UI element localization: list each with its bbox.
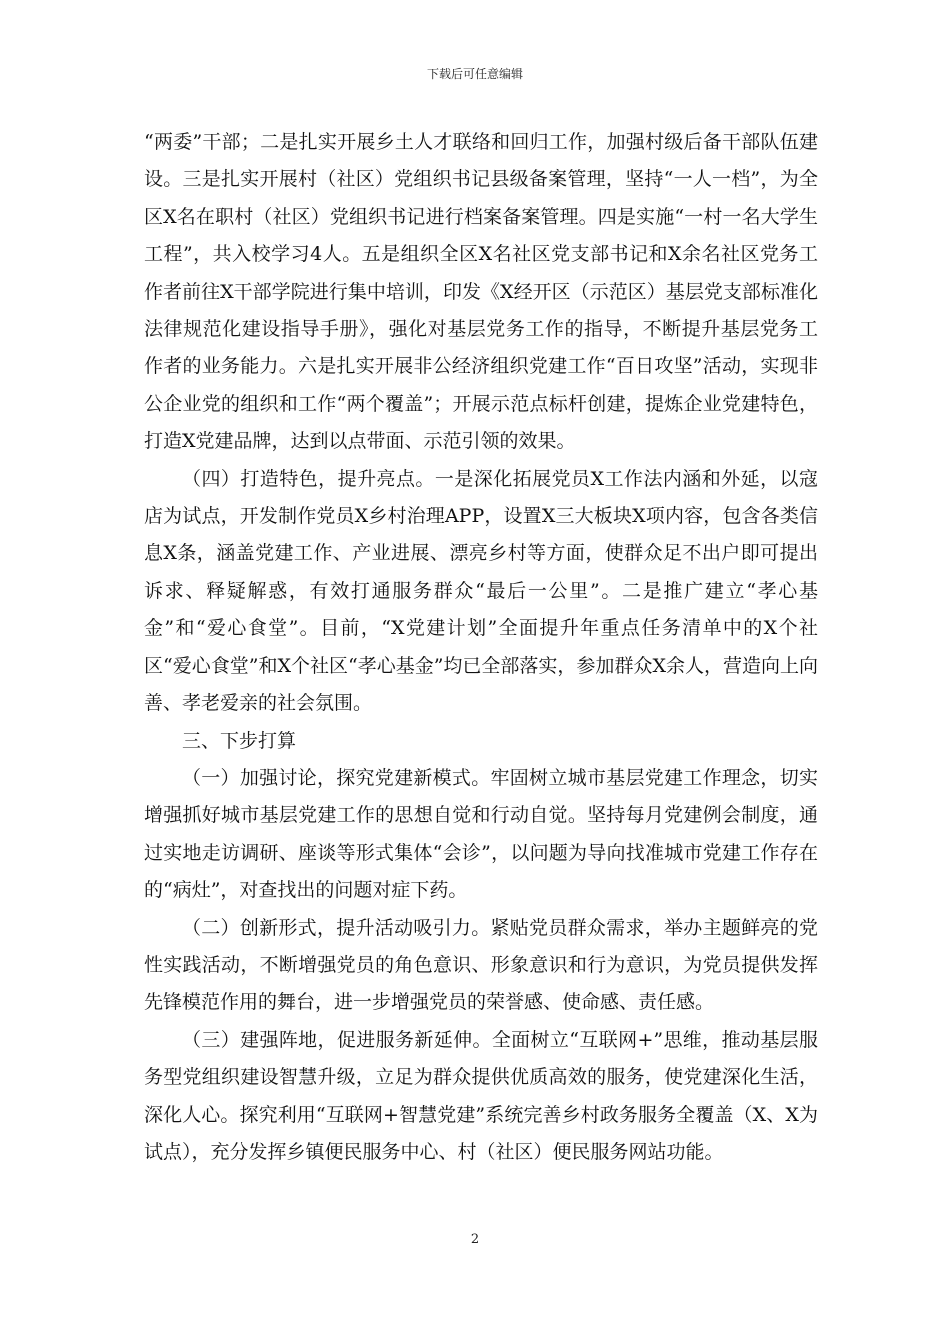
paragraph-plan-one: （一）加强讨论，探究党建新模式。牢固树立城市基层党建工作理念，切实增强抓好城市基层党建工作的思想自觉和行动自觉。坚持每月党建例会制度，通过实地走访调研、座谈等形式集体“会诊”，以问题为导向找准城市党建工作存在的“病灶”，对查找出的问题对症下药。 (144, 766, 818, 902)
paragraph-plan-three: （三）建强阵地，促进服务新延伸。全面树立“互联网+”思维，推动基层服务型党组织建设智慧升级，立足为群众提供优质高效的服务，使党建深化生活，深化人心。探究利用“互联网+智慧党建”系统完善乡村政务服务全覆盖（X、X为试点），充分发挥乡镇便民服务中心、村（社区）便民服务网站功能。 (144, 1028, 818, 1163)
section-heading-next-plans: 三、下步打算 (182, 729, 297, 752)
paragraph-plan-two: （二）创新形式，提升活动吸引力。紧贴党员群众需求，举办主题鲜亮的党性实践活动，不断增强党员的角色意识、形象意识和行为意识，为党员提供发挥先锋模范作用的舞台，进一步增强党员的荣誉感、使命感、责任感。 (144, 916, 818, 1014)
document-body (144, 124, 818, 1171)
page-number: 2 (470, 1232, 480, 1247)
paragraph-section-four: （四）打造特色，提升亮点。一是深化拓展党员X工作法内涵和外延，以寇店为试点，开发制作党员X乡村治理APP，设置X三大板块X项内容，包含各类信息X条，涵盖党建工作、产业进展、漂亮乡村等方面，使群众足不出户即可提出诉求、释疑解惑，有效打通服务群众“最后一公里”。二是推广建立“孝心基金”和“爱心食堂”。目前，“X党建计划”全面提升年重点任务清单中的X个社区“爱心食堂”和X个社区“孝心基金”均已全部落实，参加群众X余人，营造向上向善、孝老爱亲的社会氛围。 (144, 467, 818, 715)
page-header: 下载后可任意编辑 (426, 67, 523, 81)
paragraph-continuation: “两委”干部；二是扎实开展乡土人才联络和回归工作，加强村级后备干部队伍建设。三是扎实开展村（社区）党组织书记县级备案管理，坚持“一人一档”，为全区X名在职村（社区）党组织书记进行档案备案管理。四是实施“一村一名大学生工程”，共入校学习4人。五是组织全区X名社区党支部书记和X余名社区党务工作者前往X干部学院进行集中培训，印发《X经开区（示范区）基层党支部标准化法律规范化建设指导手册》，强化对基层党务工作的指导，不断提升基层党务工作者的业务能力。六是扎实开展非公经济组织党建工作“百日攻坚”活动，实现非公企业党的组织和工作“两个覆盖”；开展示范点标杆创建，提炼企业党建特色，打造X党建品牌，达到以点带面、示范引领的效果。 (144, 131, 818, 453)
